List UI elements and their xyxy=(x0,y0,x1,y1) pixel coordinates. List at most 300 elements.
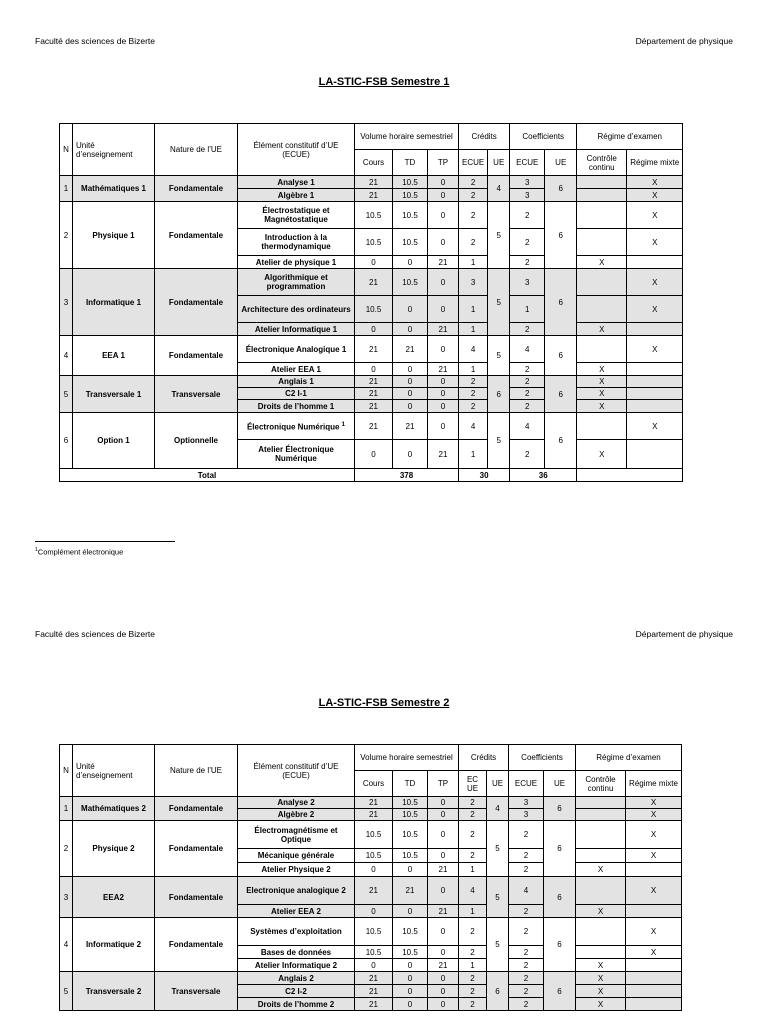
col-header-credits-ecue: EC UE xyxy=(459,771,487,797)
cours-hours: 0 xyxy=(355,363,393,376)
ecue-coefficient: 1 xyxy=(510,296,545,323)
ue-name: Physique 1 xyxy=(73,202,155,269)
tp-hours: 0 xyxy=(428,985,459,998)
cours-hours: 0 xyxy=(355,863,393,877)
ue-nature: Fondamentale xyxy=(155,202,238,269)
td-hours: 0 xyxy=(393,998,428,1011)
controle-continu-mark: X xyxy=(576,985,626,998)
ecue-coefficient: 3 xyxy=(510,189,545,202)
tp-hours: 0 xyxy=(428,202,459,229)
ue-name: Mathématiques 1 xyxy=(73,176,155,202)
td-hours: 0 xyxy=(393,323,428,336)
col-header-unite: Unité d’enseignement xyxy=(73,745,155,797)
ue-number: 5 xyxy=(60,376,73,413)
ecue-coefficient: 2 xyxy=(509,959,544,972)
cours-hours: 0 xyxy=(355,323,393,336)
col-header-regime-mixte: Régime mixte xyxy=(627,150,683,176)
ecue-name xyxy=(238,809,355,821)
col-header-coef-ecue: ECUE xyxy=(510,150,545,176)
ue-number: 3 xyxy=(60,269,73,336)
ue-number: 1 xyxy=(60,797,73,821)
ue-nature: Fondamentale xyxy=(155,269,238,336)
ecue-label: Électromagnétisme et Optique xyxy=(254,825,338,844)
ecue-credits: 4 xyxy=(459,413,488,440)
ecue-name xyxy=(238,229,355,256)
controle-continu-mark: X xyxy=(577,376,627,388)
header-faculty: Faculté des sciences de Bizerte xyxy=(35,36,156,46)
ecue-name xyxy=(238,363,355,376)
ecue-credits: 1 xyxy=(459,905,487,918)
tp-hours: 0 xyxy=(428,400,459,413)
ue-coefficient: 6 xyxy=(545,202,577,269)
td-hours: 21 xyxy=(393,336,428,363)
ecue-coefficient: 2 xyxy=(509,946,544,959)
ecue-coefficient: 3 xyxy=(509,797,544,809)
tp-hours: 21 xyxy=(428,256,459,269)
ecue-name xyxy=(238,959,355,972)
td-hours: 10.5 xyxy=(393,946,428,959)
ecue-coefficient: 2 xyxy=(510,256,545,269)
footnote-mark: 1 xyxy=(35,547,38,553)
ecue-coefficient: 3 xyxy=(510,176,545,189)
tp-hours: 21 xyxy=(428,440,459,469)
regime-mixte-mark xyxy=(627,440,683,469)
ecue-label: Systèmes d’exploitation xyxy=(250,927,342,936)
ecue-label: Atelier Physique 2 xyxy=(261,865,331,874)
ecue-name xyxy=(238,985,355,998)
semestre-1-table xyxy=(59,123,683,482)
ue-nature: Fondamentale xyxy=(155,176,238,202)
controle-continu-mark xyxy=(577,413,627,440)
tp-hours: 0 xyxy=(428,972,459,985)
ecue-credits: 2 xyxy=(459,946,487,959)
tp-hours: 21 xyxy=(428,323,459,336)
ue-number: 1 xyxy=(60,176,73,202)
td-hours: 10.5 xyxy=(393,821,428,849)
table-row xyxy=(60,972,682,985)
cours-hours: 21 xyxy=(355,797,393,809)
total-coefficients: 36 xyxy=(510,469,577,482)
col-header-nature: Nature de l’UE xyxy=(155,745,238,797)
td-hours: 21 xyxy=(393,877,428,905)
footnote-divider xyxy=(35,541,175,542)
controle-continu-mark xyxy=(576,918,626,946)
total-label: Total xyxy=(60,469,355,482)
tp-hours: 0 xyxy=(428,388,459,400)
ue-credits: 6 xyxy=(487,972,509,1011)
controle-continu-mark: X xyxy=(577,363,627,376)
col-header-coefficients: Coefficients xyxy=(509,745,576,771)
ecue-coefficient: 2 xyxy=(509,863,544,877)
controle-continu-mark xyxy=(577,229,627,256)
ecue-credits: 1 xyxy=(459,323,488,336)
cours-hours: 21 xyxy=(355,376,393,388)
ue-nature: Transversale xyxy=(155,376,238,413)
td-hours: 10.5 xyxy=(393,176,428,189)
regime-mixte-mark xyxy=(627,323,683,336)
tp-hours: 0 xyxy=(428,176,459,189)
ecue-label: Atelier de physique 1 xyxy=(255,257,337,267)
td-hours: 0 xyxy=(393,959,428,972)
ecue-credits: 2 xyxy=(459,809,487,821)
regime-mixte-mark: X xyxy=(626,821,682,849)
tp-hours: 0 xyxy=(428,376,459,388)
regime-mixte-mark: X xyxy=(627,229,683,256)
regime-mixte-mark xyxy=(627,363,683,376)
regime-mixte-mark: X xyxy=(627,189,683,202)
ecue-label: Électrostatique et Magnétostatique xyxy=(262,206,330,224)
ecue-label: Atelier Électronique Numérique xyxy=(258,445,334,463)
col-header-controle-continu: Contrôle continu xyxy=(576,771,626,797)
ecue-credits: 2 xyxy=(459,985,487,998)
controle-continu-mark xyxy=(577,269,627,296)
ue-name: Option 1 xyxy=(73,413,155,469)
ue-coefficient: 6 xyxy=(544,918,576,972)
col-header-coef-ue: UE xyxy=(544,771,576,797)
ecue-label: Analyse 2 xyxy=(277,798,315,807)
controle-continu-mark xyxy=(576,946,626,959)
ecue-coefficient: 2 xyxy=(510,376,545,388)
ue-number: 4 xyxy=(60,336,73,376)
col-header-credits: Crédits xyxy=(459,124,510,150)
ue-coefficient: 6 xyxy=(545,176,577,202)
ecue-label: Algèbre 2 xyxy=(277,810,315,819)
total-credits: 30 xyxy=(459,469,510,482)
ecue-name xyxy=(238,998,355,1011)
col-header-cours: Cours xyxy=(355,771,393,797)
ecue-credits: 2 xyxy=(459,176,488,189)
ue-name: Transversale 1 xyxy=(73,376,155,413)
ecue-name xyxy=(238,797,355,809)
col-header-ecue: Élément constitutif d’UE (ECUE) xyxy=(238,124,355,176)
td-hours: 10.5 xyxy=(393,809,428,821)
cours-hours: 21 xyxy=(355,985,393,998)
ecue-coefficient: 3 xyxy=(509,809,544,821)
header-row xyxy=(60,124,683,150)
ecue-coefficient: 2 xyxy=(510,202,545,229)
ecue-name xyxy=(238,440,355,469)
col-header-unite: Unité d’enseignement xyxy=(73,124,155,176)
ue-name: Transversale 2 xyxy=(73,972,155,1011)
ecue-label: Anglais 1 xyxy=(278,377,314,386)
td-hours: 10.5 xyxy=(393,229,428,256)
regime-mixte-mark xyxy=(626,998,682,1011)
ecue-coefficient: 2 xyxy=(509,849,544,863)
cours-hours: 21 xyxy=(355,388,393,400)
ue-number: 3 xyxy=(60,877,73,918)
regime-mixte-mark xyxy=(626,905,682,918)
cours-hours: 10.5 xyxy=(355,849,393,863)
td-hours: 10.5 xyxy=(393,269,428,296)
ecue-coefficient: 2 xyxy=(510,363,545,376)
ecue-credits: 2 xyxy=(459,849,487,863)
tp-hours: 0 xyxy=(428,918,459,946)
ecue-credits: 2 xyxy=(459,202,488,229)
ecue-name xyxy=(238,918,355,946)
tp-hours: 21 xyxy=(428,363,459,376)
col-header-n: N xyxy=(60,124,73,176)
controle-continu-mark: X xyxy=(576,998,626,1011)
ue-number: 4 xyxy=(60,918,73,972)
ue-credits: 5 xyxy=(488,202,510,269)
col-header-credits-ue: UE xyxy=(487,771,509,797)
ue-credits: 5 xyxy=(488,269,510,336)
td-hours: 0 xyxy=(393,388,428,400)
td-hours: 0 xyxy=(393,972,428,985)
ecue-coefficient: 2 xyxy=(510,388,545,400)
td-hours: 10.5 xyxy=(393,849,428,863)
regime-mixte-mark: X xyxy=(627,296,683,323)
ecue-label: Droits de l’homme 1 xyxy=(257,401,335,411)
ue-nature: Transversale xyxy=(155,972,238,1011)
cours-hours: 10.5 xyxy=(355,229,393,256)
table-row xyxy=(60,176,683,189)
regime-mixte-mark: X xyxy=(626,877,682,905)
ecue-coefficient: 2 xyxy=(509,821,544,849)
ue-credits: 5 xyxy=(487,821,509,877)
total-regime xyxy=(577,469,683,482)
tp-hours: 0 xyxy=(428,821,459,849)
col-header-cours: Cours xyxy=(355,150,393,176)
ecue-coefficient: 4 xyxy=(510,336,545,363)
ue-coefficient: 6 xyxy=(544,821,576,877)
ue-number: 2 xyxy=(60,202,73,269)
ecue-coefficient: 2 xyxy=(510,400,545,413)
ecue-label: Algorithmique et programmation xyxy=(264,273,328,291)
table-row xyxy=(60,269,683,296)
ecue-label: Analyse 1 xyxy=(277,177,315,187)
regime-mixte-mark: X xyxy=(626,918,682,946)
tp-hours: 0 xyxy=(428,189,459,202)
page-title-semestre-2: LA-STIC-FSB Semestre 2 xyxy=(318,697,450,709)
ecue-label: Introduction à la thermodynamique xyxy=(261,233,331,251)
tp-hours: 0 xyxy=(428,877,459,905)
td-hours: 0 xyxy=(393,905,428,918)
ecue-credits: 1 xyxy=(459,256,488,269)
ue-nature: Fondamentale xyxy=(155,336,238,376)
ecue-credits: 2 xyxy=(459,797,487,809)
ue-nature: Fondamentale xyxy=(155,877,238,918)
tp-hours: 21 xyxy=(428,959,459,972)
col-header-regime: Régime d’examen xyxy=(577,124,683,150)
header-faculty-page-2: Faculté des sciences de Bizerte xyxy=(35,629,156,639)
regime-mixte-mark xyxy=(627,388,683,400)
ecue-coefficient: 4 xyxy=(509,877,544,905)
ecue-label: Droits de l’homme 2 xyxy=(257,999,335,1009)
ecue-name xyxy=(238,400,355,413)
td-hours: 21 xyxy=(393,413,428,440)
table-row xyxy=(60,336,683,363)
table-row xyxy=(60,918,682,946)
controle-continu-mark xyxy=(577,336,627,363)
ecue-name xyxy=(238,905,355,918)
td-hours: 10.5 xyxy=(393,202,428,229)
ue-nature: Fondamentale xyxy=(155,821,238,877)
ecue-credits: 2 xyxy=(459,376,488,388)
cours-hours: 10.5 xyxy=(355,202,393,229)
ue-number: 2 xyxy=(60,821,73,877)
semestre-2-table xyxy=(59,744,682,1011)
tp-hours: 0 xyxy=(428,413,459,440)
controle-continu-mark xyxy=(577,202,627,229)
ue-coefficient: 6 xyxy=(544,797,576,821)
cours-hours: 21 xyxy=(355,809,393,821)
tp-hours: 0 xyxy=(428,849,459,863)
regime-mixte-mark xyxy=(626,985,682,998)
ue-credits: 5 xyxy=(488,413,510,469)
cours-hours: 21 xyxy=(355,189,393,202)
ue-coefficient: 6 xyxy=(544,877,576,918)
ecue-credits: 2 xyxy=(459,400,488,413)
table-row xyxy=(60,797,682,809)
ecue-label: Bases de données xyxy=(260,947,332,957)
td-hours: 0 xyxy=(393,296,428,323)
ecue-credits: 3 xyxy=(459,269,488,296)
ecue-credits: 2 xyxy=(459,998,487,1011)
regime-mixte-mark: X xyxy=(626,797,682,809)
tp-hours: 0 xyxy=(428,336,459,363)
ue-credits: 4 xyxy=(487,797,509,821)
ue-name: Informatique 1 xyxy=(73,269,155,336)
col-header-volume: Volume horaire semestriel xyxy=(355,124,459,150)
controle-continu-mark xyxy=(576,821,626,849)
ue-nature: Optionnelle xyxy=(155,413,238,469)
controle-continu-mark: X xyxy=(577,388,627,400)
col-header-tp: TP xyxy=(428,150,459,176)
ecue-label: Atelier Informatique 1 xyxy=(254,324,338,334)
ue-number: 5 xyxy=(60,972,73,1011)
cours-hours: 21 xyxy=(355,400,393,413)
regime-mixte-mark: X xyxy=(627,413,683,440)
controle-continu-mark: X xyxy=(576,959,626,972)
ecue-name xyxy=(238,946,355,959)
ecue-credits: 2 xyxy=(459,821,487,849)
cours-hours: 21 xyxy=(355,176,393,189)
regime-mixte-mark xyxy=(627,376,683,388)
ue-coefficient: 6 xyxy=(545,413,577,469)
controle-continu-mark xyxy=(576,809,626,821)
table-row xyxy=(60,413,683,440)
ecue-credits: 1 xyxy=(459,440,488,469)
col-header-td: TD xyxy=(393,771,428,797)
td-hours: 10.5 xyxy=(393,189,428,202)
ecue-label: Architecture des ordinateurs xyxy=(241,304,351,314)
cours-hours: 10.5 xyxy=(355,821,393,849)
regime-mixte-mark xyxy=(627,400,683,413)
ecue-name xyxy=(238,376,355,388)
controle-continu-mark: X xyxy=(577,323,627,336)
cours-hours: 10.5 xyxy=(355,918,393,946)
cours-hours: 10.5 xyxy=(355,296,393,323)
ecue-name xyxy=(238,323,355,336)
ecue-coefficient: 2 xyxy=(509,905,544,918)
ue-credits: 6 xyxy=(488,376,510,413)
controle-continu-mark xyxy=(576,849,626,863)
tp-hours: 0 xyxy=(428,809,459,821)
header-department-page-2: Département de physique xyxy=(635,629,733,639)
controle-continu-mark: X xyxy=(577,440,627,469)
ecue-name xyxy=(238,176,355,189)
td-hours: 0 xyxy=(393,440,428,469)
ecue-credits: 1 xyxy=(459,363,488,376)
ecue-credits: 2 xyxy=(459,388,488,400)
ecue-credits: 2 xyxy=(459,972,487,985)
col-header-coef-ue: UE xyxy=(545,150,577,176)
ecue-coefficient: 2 xyxy=(509,918,544,946)
td-hours: 0 xyxy=(393,863,428,877)
ecue-coefficient: 2 xyxy=(510,440,545,469)
tp-hours: 0 xyxy=(428,296,459,323)
table-row xyxy=(60,202,683,229)
ecue-coefficient: 2 xyxy=(509,998,544,1011)
footnote xyxy=(35,547,123,557)
tp-hours: 21 xyxy=(428,905,459,918)
footnote-text: Complément électronique xyxy=(37,547,124,557)
td-hours: 0 xyxy=(393,400,428,413)
ue-name: EEA2 xyxy=(73,877,155,918)
ecue-label: Électronique Analogique 1 xyxy=(245,344,347,354)
cours-hours: 0 xyxy=(355,440,393,469)
regime-mixte-mark xyxy=(626,959,682,972)
col-header-regime: Régime d’examen xyxy=(576,745,682,771)
col-header-credits: Crédits xyxy=(459,745,509,771)
ue-credits: 5 xyxy=(487,877,509,918)
ecue-label: Electronique analogique 2 xyxy=(246,886,346,895)
ue-number: 6 xyxy=(60,413,73,469)
controle-continu-mark xyxy=(577,176,627,189)
col-header-credits-ue: UE xyxy=(488,150,510,176)
controle-continu-mark xyxy=(576,877,626,905)
cours-hours: 21 xyxy=(355,998,393,1011)
cours-hours: 21 xyxy=(355,336,393,363)
ecue-label: Atelier EEA 1 xyxy=(271,364,321,374)
ecue-credits: 2 xyxy=(459,918,487,946)
ecue-label: C2 I-2 xyxy=(285,986,307,996)
controle-continu-mark: X xyxy=(577,256,627,269)
ue-name: Physique 2 xyxy=(73,821,155,877)
ecue-name xyxy=(238,821,355,849)
ecue-name xyxy=(238,256,355,269)
ue-name: Mathématiques 2 xyxy=(73,797,155,821)
regime-mixte-mark: X xyxy=(626,849,682,863)
col-header-credits-ecue: ECUE xyxy=(459,150,488,176)
controle-continu-mark: X xyxy=(577,400,627,413)
footnote-ref: 1 xyxy=(341,421,346,428)
ue-nature: Fondamentale xyxy=(155,797,238,821)
ecue-name xyxy=(238,849,355,863)
table-row xyxy=(60,877,682,905)
header-row xyxy=(60,745,682,771)
controle-continu-mark: X xyxy=(576,905,626,918)
ue-nature: Fondamentale xyxy=(155,918,238,972)
ecue-name xyxy=(238,413,355,440)
col-header-volume: Volume horaire semestriel xyxy=(355,745,459,771)
ecue-coefficient: 2 xyxy=(510,323,545,336)
col-header-ecue: Élément constitutif d’UE (ECUE) xyxy=(238,745,355,797)
col-header-td: TD xyxy=(393,150,428,176)
col-header-nature: Nature de l’UE xyxy=(155,124,238,176)
ecue-coefficient: 2 xyxy=(509,972,544,985)
ue-name: EEA 1 xyxy=(73,336,155,376)
cours-hours: 21 xyxy=(355,877,393,905)
ecue-credits: 4 xyxy=(459,877,487,905)
controle-continu-mark xyxy=(577,189,627,202)
regime-mixte-mark: X xyxy=(627,202,683,229)
cours-hours: 21 xyxy=(355,413,393,440)
regime-mixte-mark xyxy=(626,863,682,877)
ecue-coefficient: 2 xyxy=(509,985,544,998)
cours-hours: 21 xyxy=(355,972,393,985)
